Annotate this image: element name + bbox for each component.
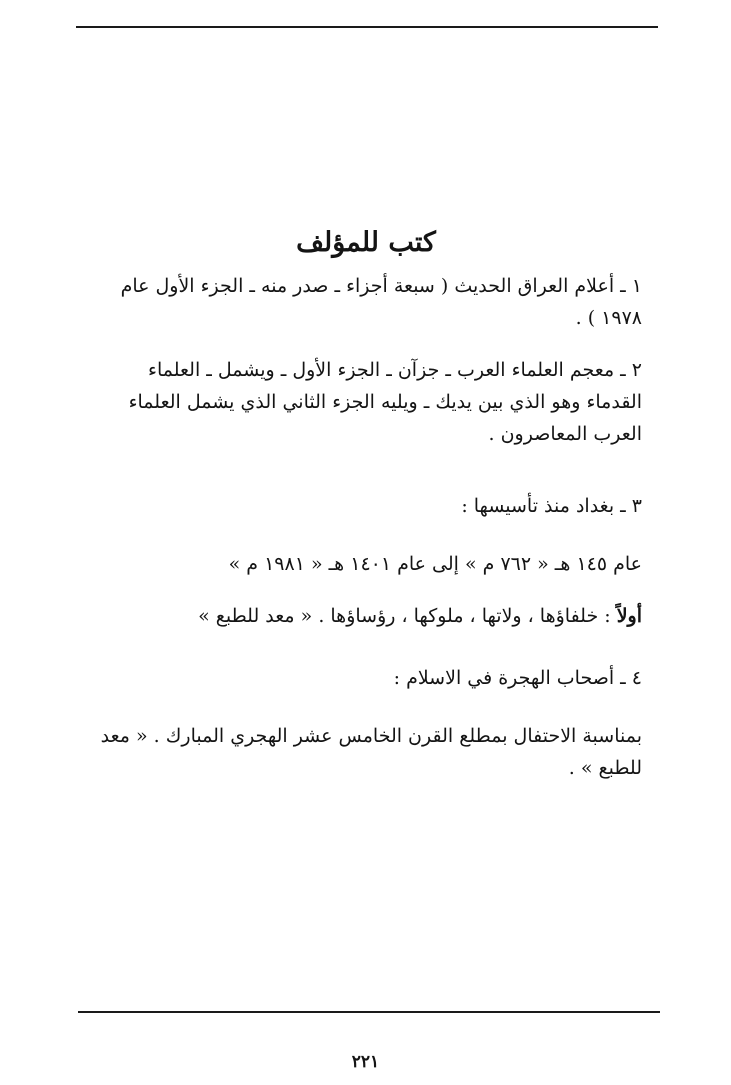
list-item-3-dates: عام ١٤٥ هـ « ٧٦٢ م » إلى عام ١٤٠١ هـ « ١٩٨١ م » bbox=[228, 553, 642, 575]
top-rule bbox=[76, 26, 658, 28]
list-item-3-subtitle-lead: أولاً bbox=[616, 605, 642, 627]
page-number: ٢٢١ bbox=[351, 1052, 380, 1072]
list-item-3-subtitle bbox=[90, 600, 642, 632]
list-item-3-subtitle-rest: : خلفاؤها ، ولاتها ، ملوكها ، رؤساؤها . « معد للطبع » bbox=[198, 605, 617, 627]
page-body bbox=[90, 200, 642, 784]
list-item-2: ٢ ـ معجم العلماء العرب ـ جزآن ـ الجزء الأول ـ ويشمل ـ العلماء القدماء وهو الذي بين يديك ـ ويليه الجزء الثاني الذي يشمل العلماء العرب المعاصرون . bbox=[128, 359, 642, 445]
list-item-4: ٤ ـ أصحاب الهجرة في الاسلام : bbox=[393, 667, 642, 689]
list-item-4-detail: بمناسبة الاحتفال بمطلع القرن الخامس عشر الهجري المبارك . « معد للطبع » . bbox=[100, 725, 642, 779]
bottom-rule bbox=[78, 1011, 660, 1013]
list-item-3: ٣ ـ بغداد منذ تأسيسها : bbox=[461, 495, 642, 517]
page-title: كتب للمؤلف bbox=[296, 227, 436, 258]
list-item-1: ١ ـ أعلام العراق الحديث ( سبعة أجزاء ـ صدر منه ـ الجزء الأول عام ١٩٧٨ ) . bbox=[120, 275, 642, 329]
